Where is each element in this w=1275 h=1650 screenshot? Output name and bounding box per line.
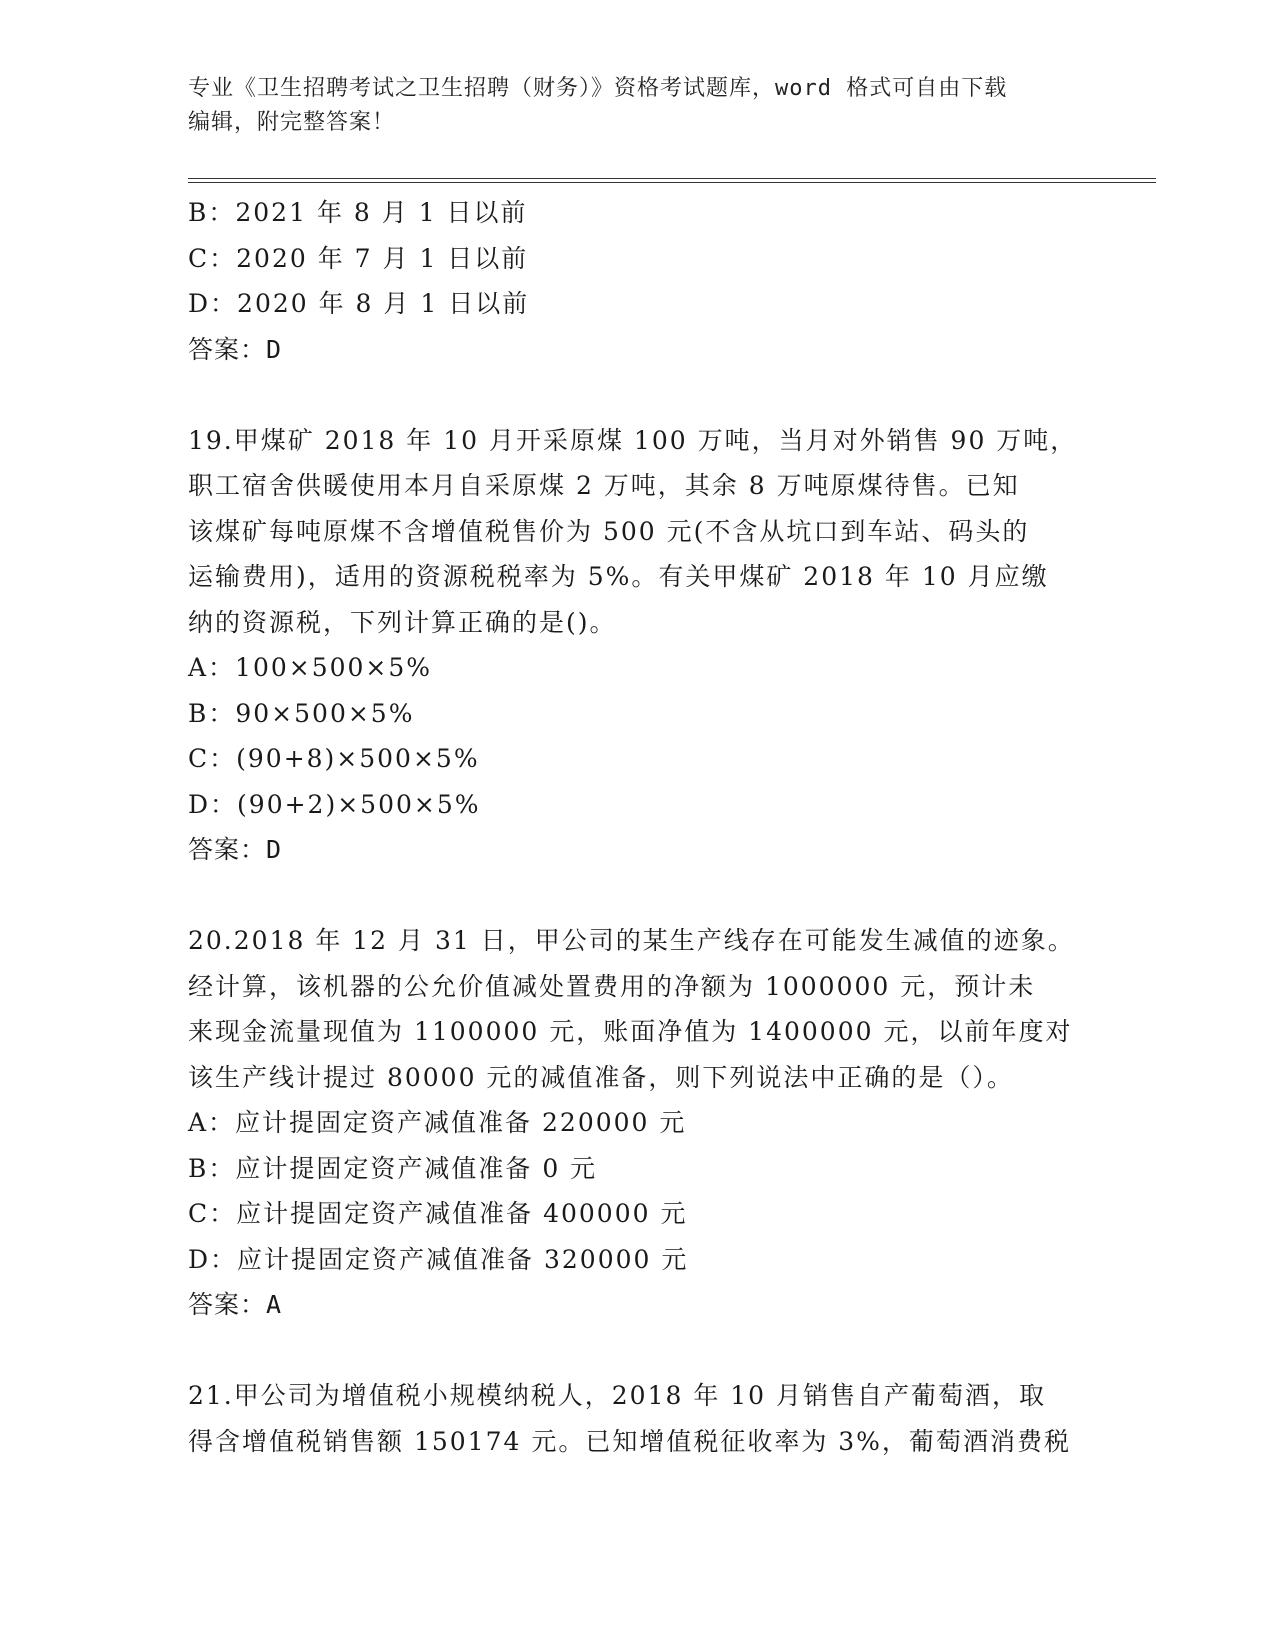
answer-line: 答案：D [188, 334, 283, 364]
spacer [188, 873, 1088, 919]
option-d: D：2020 年 8 月 1 日以前 [188, 289, 530, 318]
document-header [188, 72, 1068, 140]
option-b: B：90×500×5% [188, 698, 415, 728]
option-c: C：2020 年 7 月 1 日以前 [188, 243, 529, 273]
question-text-line: 来现金流量现值为 1100000 元，账面净值为 1400000 元，以前年度对 [188, 1017, 1073, 1046]
option-c: C：(90+8)×500×5% [188, 744, 480, 773]
prev-question-block [188, 190, 1088, 372]
question-text-line: 纳的资源税，下列计算正确的是()。 [188, 607, 617, 637]
option-d: D：(90+2)×500×5% [188, 789, 481, 819]
document-body [188, 190, 1088, 1464]
option-a: A：应计提固定资产减值准备 220000 元 [188, 1108, 687, 1137]
question-text-line: 21.甲公司为增值税小规模纳税人，2018 年 10 月销售自产葡萄酒，取 [188, 1381, 1047, 1410]
header-line-1: 专业《卫生招聘考试之卫生招聘（财务）》资格考试题库，word 格式可自由下载 [188, 76, 1008, 101]
answer-line: 答案：D [188, 835, 283, 864]
option-b: B：2021 年 8 月 1 日以前 [188, 198, 528, 227]
question-text-line: 职工宿舍供暖使用本月自采原煤 2 万吨，其余 8 万吨原煤待售。已知 [188, 471, 1020, 500]
question-20 [188, 918, 1088, 1328]
question-text-line: 19.甲煤矿 2018 年 10 月开采原煤 100 万吨，当月对外销售 90 万吨， [188, 425, 1078, 455]
option-c: C：应计提固定资产减值准备 400000 元 [188, 1199, 688, 1228]
option-d: D：应计提固定资产减值准备 320000 元 [188, 1244, 689, 1274]
question-text-line: 该生产线计提过 80000 元的减值准备，则下列说法中正确的是（）。 [188, 1062, 1014, 1092]
question-text-line: 得含增值税销售额 150174 元。已知增值税征收率为 3%，葡萄酒消费税 [188, 1426, 1071, 1456]
question-text-line: 经计算，该机器的公允价值减处置费用的净额为 1000000 元，预计未 [188, 971, 1036, 1001]
answer-line: 答案：A [188, 1290, 283, 1319]
question-21 [188, 1373, 1088, 1464]
question-text-line: 20.2018 年 12 月 31 日，甲公司的某生产线存在可能发生减值的迹象。 [188, 926, 1075, 955]
option-b: B：应计提固定资产减值准备 0 元 [188, 1153, 598, 1183]
question-text-line: 运输费用)，适用的资源税税率为 5%。有关甲煤矿 2018 年 10 月应缴 [188, 562, 1049, 591]
header-divider-bottom [188, 182, 1156, 183]
question-text-line: 该煤矿每吨原煤不含增值税售价为 500 元(不含从坑口到车站、码头的 [188, 516, 1030, 546]
header-line-2: 编辑，附完整答案！ [188, 110, 396, 135]
header-divider-top [188, 178, 1156, 179]
option-a: A：100×500×5% [188, 653, 433, 682]
spacer [188, 372, 1088, 418]
spacer [188, 1328, 1088, 1374]
question-19 [188, 418, 1088, 873]
